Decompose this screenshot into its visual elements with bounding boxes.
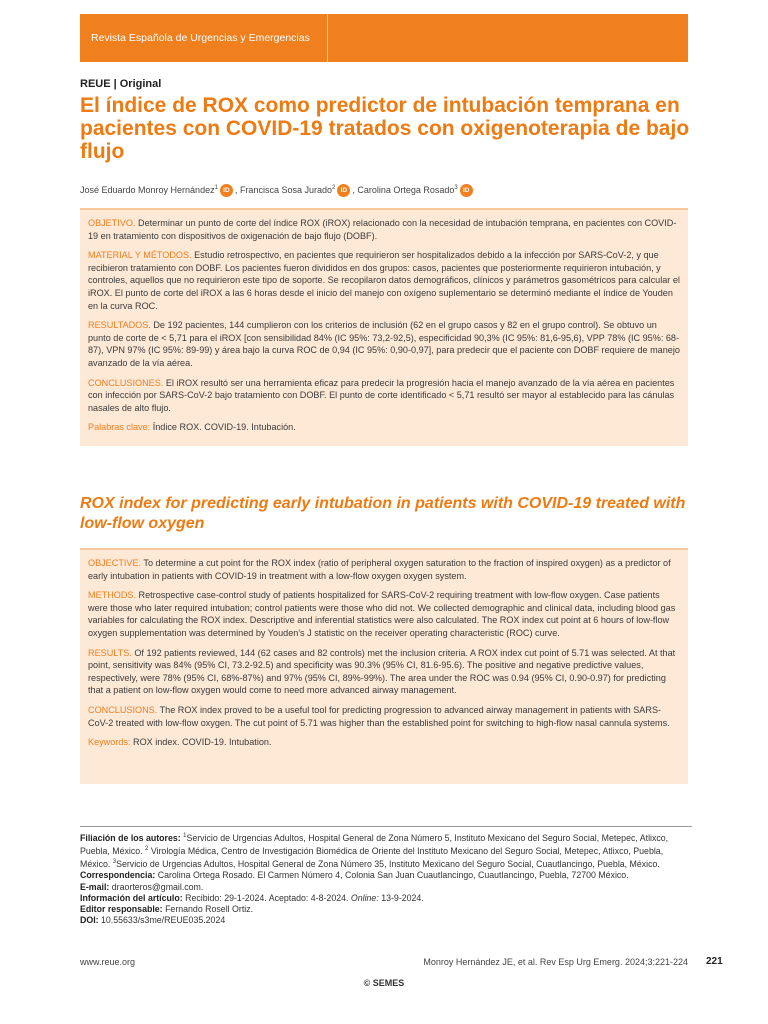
affiliation-text: Virología Médica, Centro de Investigación Biomédica de Oriente del Instituto Mexicano del Seguro Social, Metepec, Atlixco, Puebla, México. — [80, 846, 664, 870]
affiliation-text: Servicio de Urgencias Adultos, Hospital General de Zona Número 5, Instituto Mexicano del Seguro Social, Metepec, Atlixco, Puebla, México. — [80, 832, 669, 857]
abstract-results — [88, 319, 680, 369]
affiliation-mark: 2 — [145, 846, 149, 853]
article-citation: Monroy Hernández JE, et al. Rev Esp Urg Emerg. 2024;3:221-224 — [423, 957, 688, 967]
abstract-heading: CONCLUSIONS. — [88, 704, 158, 715]
orcid-icon[interactable]: ID — [220, 184, 233, 197]
author-name: Francisca Sosa Jurado — [239, 185, 332, 195]
author-separator: , — [352, 185, 358, 195]
article-title-english: ROX index for predicting early intubation in patients with COVID-19 treated with low-flow oxygen — [80, 495, 686, 532]
publisher-copyright: © SEMES — [363, 978, 405, 988]
author-affiliation-mark: 1 — [214, 185, 218, 191]
abstract-objective — [88, 557, 680, 582]
abstract-text: Retrospective case-control study of patients hospitalized for SARS-CoV-2 requiring treatment with low-flow oxygen. Case patients were those who later required intubation; control patients were those who did not. We collected demographic and clinical data, including blood gas variables for calculating the ROX index. Descriptive and inferential statistics were also calculated. The ROX index cut point at 6 hours of low-flow oxygen supplementation was determined by Youden's J statistic on the receiver operating characteristic (ROC) curve. — [88, 590, 676, 638]
journal-name: Revista Española de Urgencias y Emergencias — [91, 32, 310, 44]
abstract-objective — [88, 217, 680, 242]
author-affiliation-mark: 2 — [331, 185, 336, 191]
abstract-text: Estudio retrospectivo, en pacientes que requirieron ser hospitalizados debido a la infección por SARS-CoV-2, y que recibieron tratamiento con DOBF. Los pacientes fueron divididos en dos grupos: casos, pacientes que posteriormente requirieron intubación, y controles, aquellos que no requirieron este tipo de soporte. Se recopilaron datos demográficos, clínicos y parámetros gasométricos para calcular el iROX. El punto de corte del iROX a las 6 horas desde el inicio del manejo con oxígeno suplementario se determinó mediante el índice de Youden en la curva ROC. — [88, 250, 680, 311]
abstract-conclusions — [88, 704, 680, 729]
keywords-heading: Palabras clave: — [88, 422, 151, 433]
abstract-keywords — [88, 421, 680, 434]
author-separator: , — [234, 185, 240, 195]
journal-header-bar — [80, 14, 688, 62]
journal-header-title-cell — [80, 14, 328, 62]
abstract-text: De 192 pacientes, 144 cumplieron con los criterios de inclusión (62 en el grupo casos y 82 en el grupo control). Se obtuvo un punto de corte de < 5,71 para el iROX [con sensibilidad 84% (IC 95%: 73,2-92,5), especificidad 90,3% (IC 95%: 81,6-95,6), VPP 78% (IC 95%: 68-87), VPN 97% (IC 95%: 89-99) y área bajo la curva ROC de 0,94 (IC 95%: 0,90-0,97], para predecir que el paciente con DOBF requiere de manejo avanzado de la vía aérea. — [88, 320, 680, 368]
author-name: José Eduardo Monroy Hernández — [80, 185, 215, 195]
article-info-block — [80, 826, 692, 926]
page-number: 221 — [706, 956, 723, 967]
abstract-english — [80, 548, 688, 784]
abstract-methods — [88, 589, 680, 639]
journal-website-link[interactable]: www.reue.org — [80, 957, 136, 967]
abstract-methods — [88, 249, 680, 312]
article-info-label: Información del artículo: — [80, 892, 186, 903]
section-tag: REUE | Original — [80, 78, 162, 90]
article-dates-text: Recibido: 29-1-2024. Aceptado: 4-8-2024. — [185, 892, 351, 903]
doi-label: DOI: — [80, 915, 102, 926]
abstract-text: El iROX resultó ser una herramienta eficaz para predecir la progresión hacia el manejo avanzado de la vía aérea en pacientes con infección por SARS-CoV-2 bajo tratamiento con DOBF. El punto de corte identificado < 5,71 resultó ser mayor al establecido para las cánulas nasales de alto flujo. — [88, 377, 675, 413]
article-title-spanish: El índice de ROX como predictor de intubación temprana en pacientes con COVID-19 tratados con oxigenoterapia de bajo flujo — [80, 94, 690, 163]
doi — [80, 915, 692, 926]
email-link[interactable]: draorteros@gmail.com. — [111, 881, 204, 892]
orcid-icon[interactable]: ID — [337, 184, 350, 197]
keywords-heading: Keywords: — [88, 737, 131, 748]
abstract-heading: RESULTS. — [88, 647, 132, 658]
correspondence — [80, 870, 692, 881]
abstract-text: Determinar un punto de corte del índice ROX (iROX) relacionado con la necesidad de intubación temprana, en pacientes con COVID-19 en tratamiento con dispositivos de oxigenación de bajo flujo (DOBF). — [88, 218, 677, 241]
abstract-text: Of 192 patients reviewed, 144 (62 cases and 82 controls) met the inclusion criteria. A ROX index cut point of 5.71 was selected. At that point, sensitivity was 84% (95% CI, 73.2-92.5) and specificity was 90.3% (95% CI, 81.6-95.6). The positive and negative predictive values, respectively, were 78% (95% CI, 68%-87%) and 97% (95% CI, 89%-99%). The area under the ROC was 0.94 (95% CI, 0.90-0.97) for predicting that a patient on low-flow oxygen would come to need more advanced airway management. — [88, 647, 676, 696]
abstract-heading: METHODS. — [88, 590, 136, 601]
keywords-text: Índice ROX. COVID-19. Intubación. — [150, 422, 296, 433]
abstract-heading: RESULTADOS. — [88, 320, 151, 331]
abstract-text: To determine a cut point for the ROX index (ratio of peripheral oxygen saturation to the fraction of inspired oxygen) as a predictor of early intubation in patients with COVID-19 in treatment with a low-flow oxygen oxygen system. — [88, 558, 671, 581]
author-affiliations — [80, 831, 692, 870]
abstract-heading: OBJECTIVE. — [88, 558, 142, 568]
abstract-heading: MATERIAL Y MÉTODOS. — [88, 250, 192, 261]
online-label: Online: — [350, 892, 379, 903]
abstract-heading: OBJETIVO. — [88, 218, 136, 228]
abstract-text: The ROX index proved to be a useful tool for predicting progression to advanced airway management in patients with SARS-CoV-2 treated with low-flow oxygen. The cut point of 5.71 was higher than the established point for switching to high-flow nasal cannula systems. — [88, 704, 670, 728]
affiliations-label: Filiación de los autores: — [80, 832, 184, 843]
correspondence-text: Carolina Ortega Rosado. El Carmen Número 4, Colonia San Juan Cuautlancingo, Cuautlancingo, Puebla, 72700 México. — [157, 870, 629, 881]
author-affiliation-mark: 3 — [454, 185, 458, 191]
abstract-spanish — [80, 208, 688, 446]
editor-label: Editor responsable: — [80, 903, 166, 914]
abstract-heading: CONCLUSIONES. — [88, 377, 164, 388]
article-dates — [80, 893, 692, 904]
abstract-conclusions — [88, 377, 680, 415]
affiliation-mark: 3 — [112, 859, 117, 866]
email — [80, 882, 692, 893]
author-name: Carolina Ortega Rosado — [357, 185, 455, 195]
abstract-keywords — [88, 736, 680, 749]
doi-link[interactable]: 10.55633/s3me/REUE035.2024 — [101, 915, 226, 926]
keywords-text: ROX index. COVID-19. Intubation. — [130, 737, 272, 748]
affiliation-mark: 1 — [183, 833, 187, 839]
affiliation-text: Servicio de Urgencias Adultos, Hospital General de Zona Número 35, Instituto Mexicano del Seguro Social, Cuautlancingo, Puebla, México. — [116, 859, 660, 870]
online-date: 13-9-2024. — [378, 892, 424, 903]
abstract-results — [88, 647, 680, 697]
author-list — [80, 180, 692, 198]
orcid-icon[interactable]: ID — [460, 184, 473, 197]
correspondence-label: Correspondencia: — [80, 870, 158, 881]
editor-name: Fernando Rosell Ortiz. — [165, 903, 254, 914]
responsible-editor — [80, 904, 692, 915]
email-label: E-mail: — [80, 881, 112, 892]
